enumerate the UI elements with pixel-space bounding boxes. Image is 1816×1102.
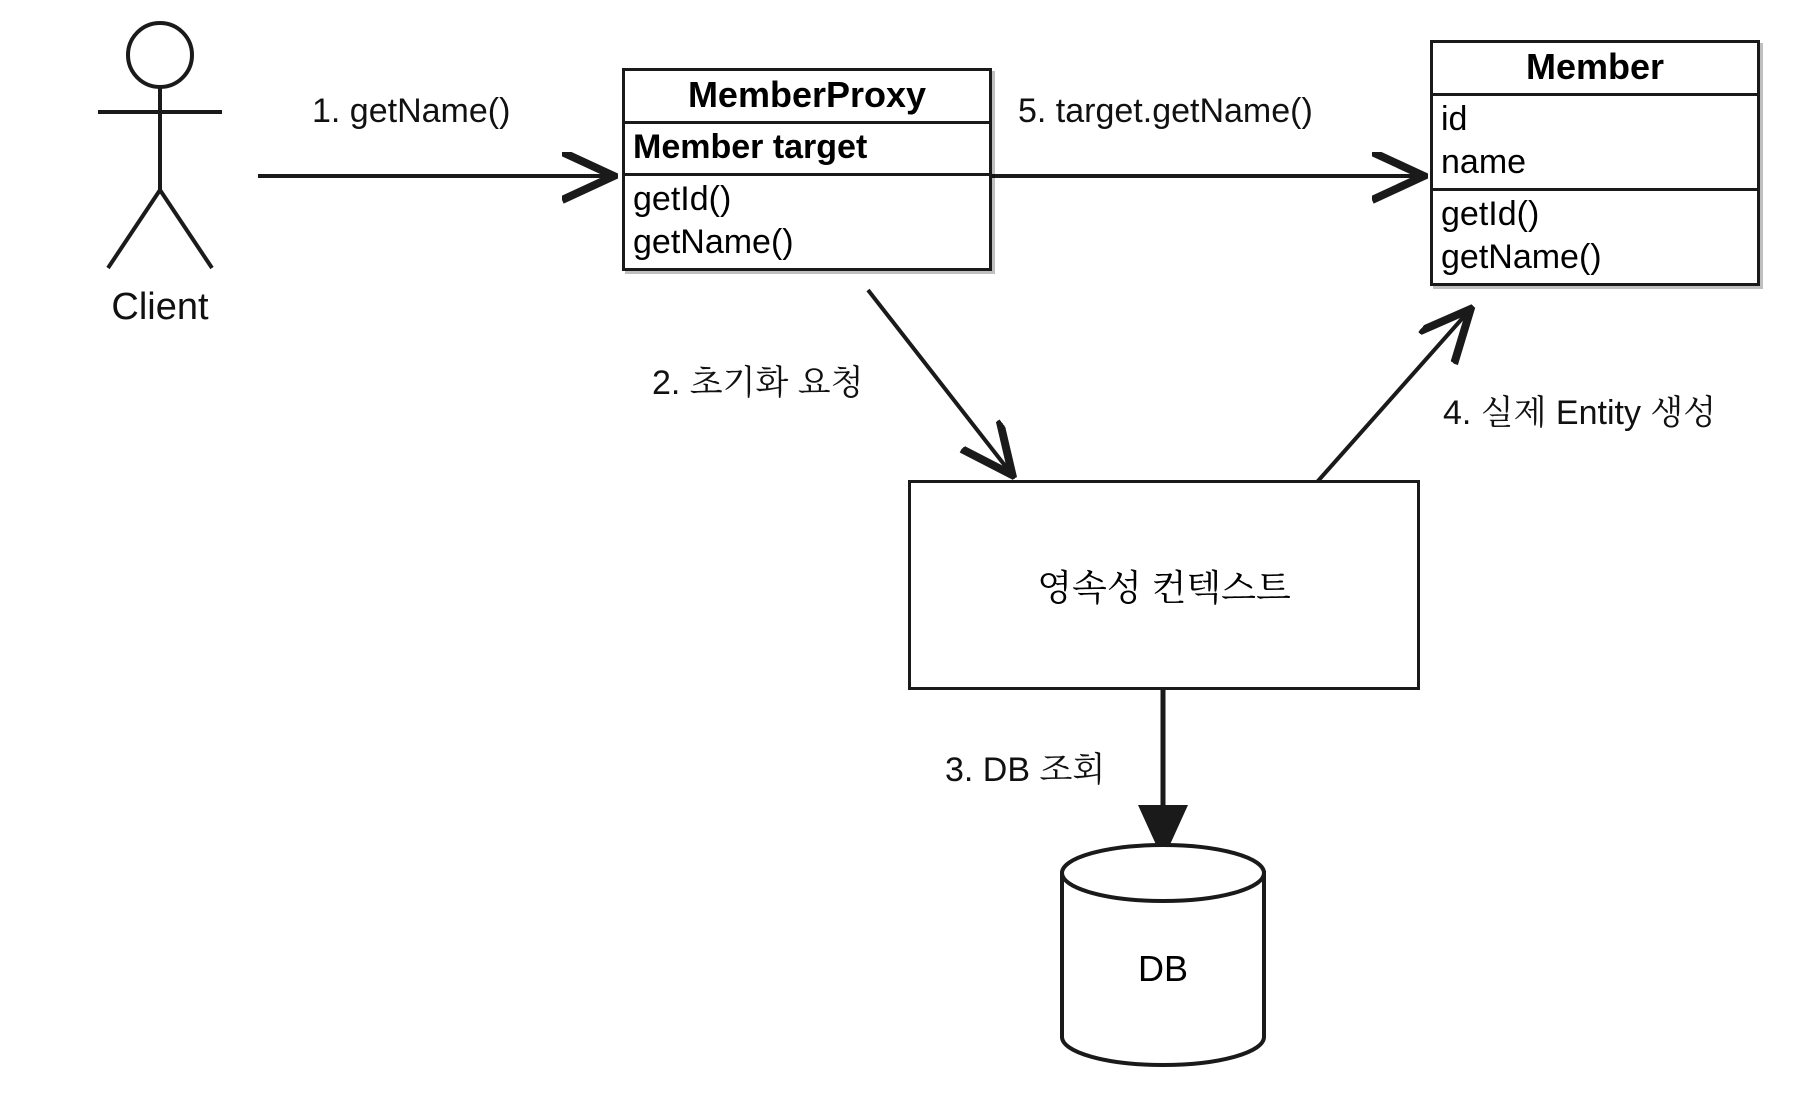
class-box-member[interactable] [1430, 40, 1760, 286]
class-attribute: Member target [633, 127, 868, 166]
class-methods-member [1433, 191, 1757, 283]
class-attribute: name [1441, 142, 1527, 181]
edge-label-3: 3. DB 조회 [945, 751, 1106, 789]
edge-label-4: 4. 실제 Entity 생성 [1443, 394, 1717, 432]
class-methods-member-proxy [625, 176, 989, 268]
stick-figure-actor-icon [98, 23, 222, 268]
edge-label-5: 5. target.getName() [1018, 92, 1313, 130]
actor-label: Client [111, 286, 209, 328]
class-method: getName() [1441, 237, 1602, 276]
edge-label-2: 2. 초기화 요청 [652, 364, 864, 402]
class-attributes-member [1433, 96, 1757, 191]
class-title-member-proxy: MemberProxy [625, 71, 989, 124]
edge-label-1: 1. getName() [312, 92, 511, 130]
class-method: getName() [633, 222, 794, 261]
node-database-label: DB [1137, 948, 1188, 989]
class-method: getId() [1441, 194, 1540, 233]
node-persistence-context[interactable] [908, 480, 1420, 690]
node-persistence-context-label: 영속성 컨텍스트 [1037, 566, 1291, 608]
class-attribute: id [1441, 99, 1468, 138]
edge-arrow-2 [868, 290, 1010, 472]
class-title-member: Member [1433, 43, 1757, 96]
class-box-member-proxy[interactable] [622, 68, 992, 271]
class-attributes-member-proxy [625, 124, 989, 176]
class-method: getId() [633, 179, 732, 218]
